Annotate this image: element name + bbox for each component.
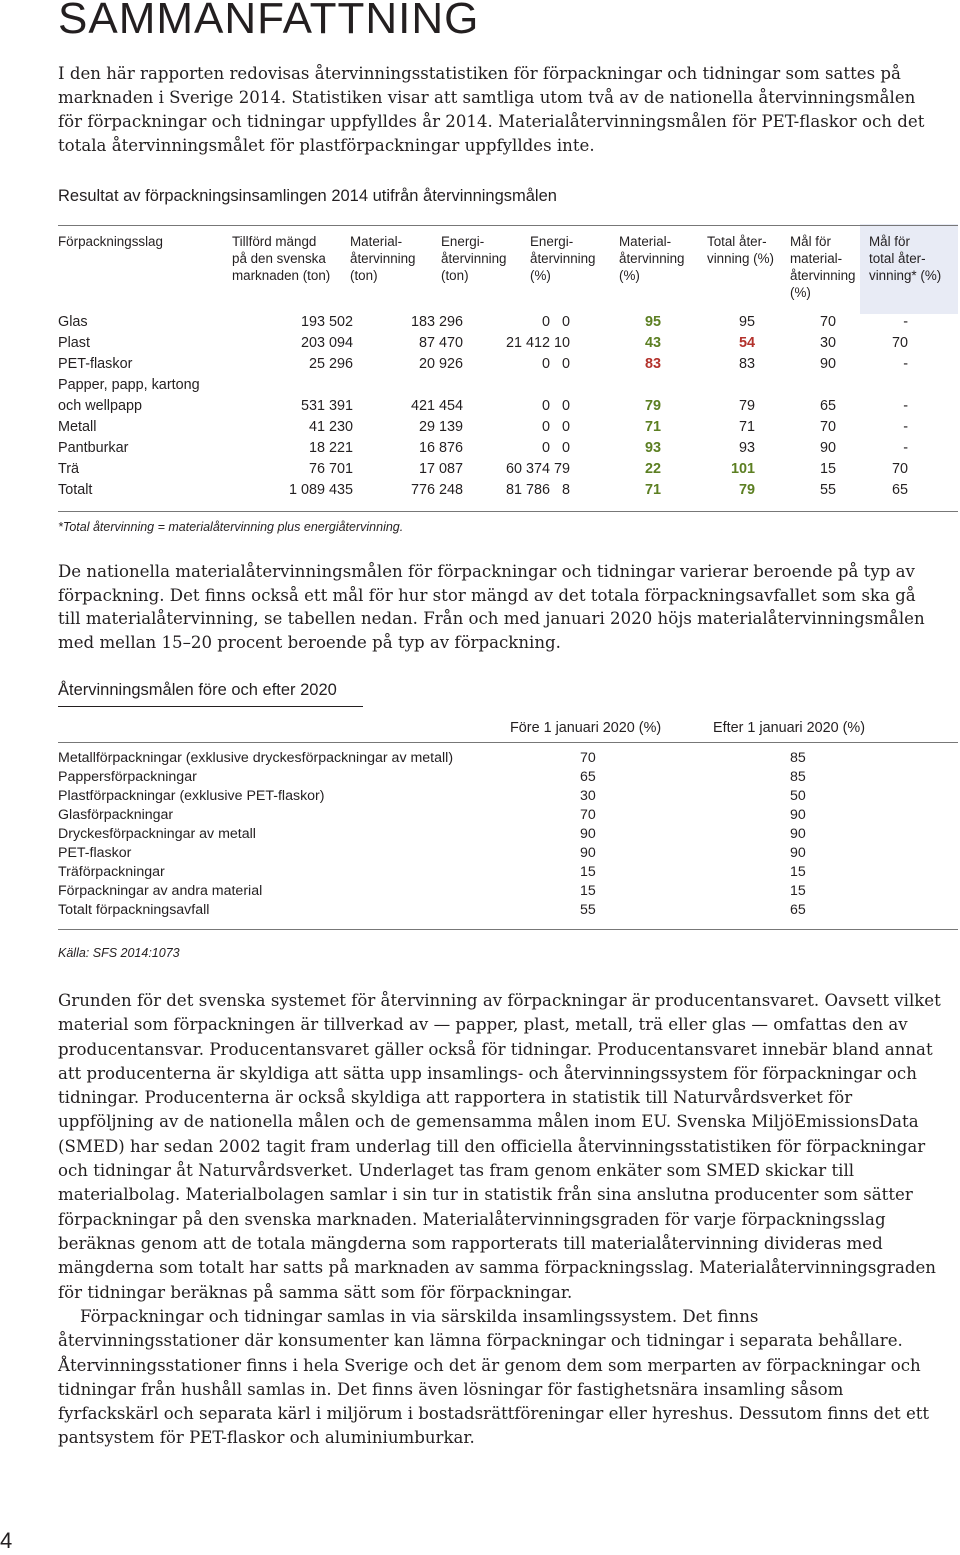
table-cell-mat-ton: 17 087 bbox=[418, 461, 463, 477]
table-cell-supplied: 531 391 bbox=[300, 398, 353, 414]
table-cell-mat-ton: 16 876 bbox=[418, 440, 463, 456]
table-cell-en-pct: 79 bbox=[553, 461, 570, 477]
table-cell-goal-mat: 65 bbox=[819, 398, 836, 414]
table-cell-mat-ton: 421 454 bbox=[410, 398, 463, 414]
table-cell-tot-pct: 101 bbox=[730, 461, 755, 477]
table-cell-supplied: 18 221 bbox=[308, 440, 353, 456]
table-cell-before: 15 bbox=[580, 864, 596, 880]
table-cell-name: Pantburkar bbox=[58, 440, 129, 456]
table-cell-en-pct: 0 bbox=[561, 356, 570, 372]
table-cell-en-pct: 0 bbox=[561, 398, 570, 414]
table1-header-supplied: Tillförd mängd på den svenska marknaden (ton) bbox=[232, 234, 331, 283]
table1-header-en-pct: Energi- återvinning (%) bbox=[530, 234, 596, 283]
mid-paragraph: De nationella materialåtervinningsmålen för förpackningar och tidningar varierar beroende på typ av förpackning. Det finns också ett mål för hur stor mängd av det totala förpackningsavfallet som ska gå till materialåtervinning, se tabellen nedan. Från och med januari 2020 höjs materialåtervinningsmålen med mellan 15–20 procent beroende på typ av förpackning. bbox=[58, 562, 925, 652]
table-cell-en-ton: 60 374 bbox=[505, 461, 550, 477]
table2-header-before: Före 1 januari 2020 (%) bbox=[510, 720, 662, 736]
table-cell-supplied: 193 502 bbox=[300, 314, 353, 330]
table-cell-goal-tot: - bbox=[903, 356, 908, 372]
table-cell-tot-pct: 79 bbox=[738, 398, 755, 414]
table-cell-after: 15 bbox=[790, 864, 806, 880]
table-cell-mat-pct: 93 bbox=[644, 440, 661, 456]
table-cell-mat-pct: 22 bbox=[644, 461, 661, 477]
table-cell-mat-pct: 83 bbox=[644, 356, 661, 372]
table-cell-goal-mat: 70 bbox=[819, 419, 836, 435]
table-cell-goal-tot: 65 bbox=[891, 482, 908, 498]
table-cell-before: 70 bbox=[580, 750, 596, 766]
table-cell-before: 65 bbox=[580, 769, 596, 785]
table2-title: Återvinningsmålen före och efter 2020 bbox=[58, 681, 337, 699]
table1-header-goal-total: Mål för total åter- vinning* (%) bbox=[869, 234, 942, 283]
table-cell-name: Metall bbox=[58, 419, 97, 435]
table-row bbox=[58, 461, 920, 482]
table-cell-mat-ton: 20 926 bbox=[418, 356, 463, 372]
table-cell-name: Metallförpackningar (exklusive dryckesförpackningar av metall) bbox=[58, 750, 454, 766]
table-cell-en-ton: 0 bbox=[541, 419, 550, 435]
table-cell-after: 15 bbox=[790, 883, 806, 899]
table-cell-mat-pct: 95 bbox=[644, 314, 661, 330]
table-cell-goal-mat: 15 bbox=[819, 461, 836, 477]
table-cell-name: Träförpackningar bbox=[58, 864, 165, 880]
table-row bbox=[58, 845, 918, 864]
table-row bbox=[58, 419, 920, 440]
table-cell-en-ton: 0 bbox=[541, 356, 550, 372]
table-cell-tot-pct: 54 bbox=[738, 335, 755, 351]
table-cell-before: 15 bbox=[580, 883, 596, 899]
table-cell-tot-pct: 71 bbox=[738, 419, 755, 435]
table-cell-name: Glas bbox=[58, 314, 88, 330]
table-cell-en-pct: 10 bbox=[553, 335, 570, 351]
table-cell-name: Trä bbox=[58, 461, 80, 477]
table-cell-before: 30 bbox=[580, 788, 596, 804]
table-cell-en-ton: 0 bbox=[541, 314, 550, 330]
intro-paragraph: I den här rapporten redovisas återvinningsstatistiken för förpackningar och tidningar som sattes på marknaden i Sverige 2014. Statistiken visar att samtliga utom två av de nationella återvinningsmålen för förpackningar och tidningar uppfylldes år 2014. Materialåtervinningsmålen för PET-flaskor och det totala återvinningsmålet för plastförpackningar uppfylldes inte. bbox=[58, 64, 925, 155]
table2-top-rule bbox=[58, 742, 958, 743]
table-cell-after: 85 bbox=[790, 750, 806, 766]
table-row bbox=[58, 769, 918, 788]
table2-bottom-rule bbox=[58, 929, 958, 930]
table-row bbox=[58, 826, 918, 845]
table-cell-after: 85 bbox=[790, 769, 806, 785]
table-row bbox=[58, 314, 920, 335]
table-cell-en-pct: 8 bbox=[561, 482, 570, 498]
table2-title-underline bbox=[58, 706, 363, 707]
table-cell-after: 90 bbox=[790, 807, 806, 823]
table-cell-goal-mat: 90 bbox=[819, 440, 836, 456]
table-row bbox=[58, 482, 920, 503]
table-row bbox=[58, 807, 918, 826]
table-cell-goal-mat: 30 bbox=[819, 335, 836, 351]
table-cell-name: och wellpapp bbox=[58, 398, 143, 414]
table-cell-supplied: 25 296 bbox=[308, 356, 353, 372]
table-cell-tot-pct: 83 bbox=[738, 356, 755, 372]
table-cell-before: 90 bbox=[580, 826, 596, 842]
table-cell-goal-tot: - bbox=[903, 419, 908, 435]
table-row bbox=[58, 440, 920, 461]
table-cell-goal-tot: 70 bbox=[891, 335, 908, 351]
table-cell-goal-mat: 70 bbox=[819, 314, 836, 330]
table-cell-mat-ton: 776 248 bbox=[410, 482, 463, 498]
table-cell-en-ton: 0 bbox=[541, 398, 550, 414]
table-row bbox=[58, 902, 918, 921]
table-cell-mat-ton: 183 296 bbox=[410, 314, 463, 330]
table1-footnote: *Total återvinning = materialåtervinning plus energiåtervinning. bbox=[58, 520, 404, 534]
table-cell-mat-ton: 87 470 bbox=[418, 335, 463, 351]
table-cell-after: 90 bbox=[790, 826, 806, 842]
table-cell-before: 90 bbox=[580, 845, 596, 861]
table-cell-goal-tot: - bbox=[903, 398, 908, 414]
table-row bbox=[58, 864, 918, 883]
table1-header-en-ton: Energi- återvinning (ton) bbox=[441, 234, 507, 283]
table-cell-name: Pappersförpackningar bbox=[58, 769, 197, 785]
table-cell-en-ton: 21 412 bbox=[505, 335, 550, 351]
table-cell-name: PET-flaskor bbox=[58, 356, 133, 372]
table-cell-supplied: 203 094 bbox=[300, 335, 353, 351]
table-cell-en-pct: 0 bbox=[561, 419, 570, 435]
table1-header-mat-ton: Material- återvinning (ton) bbox=[350, 234, 416, 283]
body-paragraph-1: Grunden för det svenska systemet för återvinning av förpackningar är producentansvaret. Oavsett vilket material som förpackningen är tillverkad av — papper, plast, metall, trä eller glas — omfattas den av producentansvar. Producentansvaret gäller också för tidningar. Producentansvaret innebär bland annat att producenterna är skyldiga att sätta upp insamlings- och återvinningssystem för förpackningar och tidningar. Producenterna är också skyldiga att rapportera in statistik till Naturvårdsverket för uppföljning av de nationella målen och de gemensamma målen inom EU. Svenska MiljöEmissionsData (SMED) har sedan 2002 tagit fram underlag till den officiella återvinningsstatistiken för förpackningar och tidningar åt Naturvårdsverket. Underlaget tas fram genom enkäter som SMED skickar till materialbolag. Materialbolagen samlar i sin tur in statistik från sina anslutna producenter som sätter förpackningar på den svenska marknaden. Materialåtervinningsgraden för varje förpackningsslag beräknas genom att de totala mängderna som rapporterats till materialåtervinning divideras med mängderna som totalt har satts på marknaden av samma förpackningsslag. Materialåtervinningsgraden för tidningar beräknas på samma sätt som för förpackningar. bbox=[58, 991, 941, 1302]
table-row bbox=[58, 788, 918, 807]
table-cell-en-pct: 0 bbox=[561, 440, 570, 456]
table-cell-supplied: 1 089 435 bbox=[288, 482, 353, 498]
table1-header-goal-mat: Mål för material- återvinning (%) bbox=[790, 234, 856, 300]
table-cell-en-pct: 0 bbox=[561, 314, 570, 330]
table-cell-name: Plast bbox=[58, 335, 90, 351]
table-cell-supplied: 76 701 bbox=[308, 461, 353, 477]
table-cell-name: Dryckesförpackningar av metall bbox=[58, 826, 256, 842]
table1-title: Resultat av förpackningsinsamlingen 2014 utifrån återvinningsmålen bbox=[58, 187, 557, 205]
table-row bbox=[58, 883, 918, 902]
table-cell-tot-pct: 93 bbox=[738, 440, 755, 456]
table-cell-goal-tot: - bbox=[903, 314, 908, 330]
table-cell-name: Totalt förpackningsavfall bbox=[58, 902, 210, 918]
table-cell-name: Papper, papp, kartong bbox=[58, 377, 200, 393]
page-number: 4 bbox=[0, 1528, 13, 1553]
table1-header-type: Förpackningsslag bbox=[58, 234, 163, 249]
table-cell-after: 90 bbox=[790, 845, 806, 861]
table-row bbox=[58, 750, 918, 769]
body-paragraph-2: Förpackningar och tidningar samlas in via särskilda insamlingssystem. Det finns återvinningsstationer där konsumenter kan lämna förpackningar och tidningar i separata behållare. Återvinningsstationer finns i hela Sverige och det är genom dem som merparten av förpackningar och tidningar från hushåll samlas in. Det finns även lösningar för fastighetsnära insamling såsom fyrfackskärl och separata kärl i miljörum i bostadsrättföreningar eller hyreshus. Dessutom finns det ett pantsystem för PET-flaskor och aluminiumburkar. bbox=[58, 1307, 930, 1448]
table-cell-tot-pct: 79 bbox=[738, 482, 755, 498]
page-title: SAMMANFATTNING bbox=[58, 0, 480, 43]
table-cell-name: Plastförpackningar (exklusive PET-flaskor) bbox=[58, 788, 325, 804]
table-cell-name: Totalt bbox=[58, 482, 93, 498]
table-cell-tot-pct: 95 bbox=[738, 314, 755, 330]
table-cell-mat-pct: 79 bbox=[644, 398, 661, 414]
table-cell-supplied: 41 230 bbox=[308, 419, 353, 435]
table1-header-mat-pct: Material- återvinning (%) bbox=[619, 234, 685, 283]
table-cell-after: 65 bbox=[790, 902, 806, 918]
table-cell-goal-tot: 70 bbox=[891, 461, 908, 477]
table-cell-en-ton: 0 bbox=[541, 440, 550, 456]
table-cell-mat-pct: 71 bbox=[644, 482, 661, 498]
table-cell-mat-pct: 71 bbox=[644, 419, 661, 435]
table-row bbox=[58, 356, 920, 377]
table-cell-name: Glasförpackningar bbox=[58, 807, 174, 823]
table-cell-name: PET-flaskor bbox=[58, 845, 132, 861]
table1-header-total-pct: Total åter- vinning (%) bbox=[707, 234, 774, 266]
table-row bbox=[58, 377, 920, 398]
table1-bottom-rule bbox=[58, 511, 958, 512]
table-cell-en-ton: 81 786 bbox=[505, 482, 550, 498]
table-cell-goal-tot: - bbox=[903, 440, 908, 456]
table-cell-before: 55 bbox=[580, 902, 596, 918]
table-cell-mat-pct: 43 bbox=[644, 335, 661, 351]
table2-header-after: Efter 1 januari 2020 (%) bbox=[713, 720, 865, 736]
table-cell-after: 50 bbox=[790, 788, 806, 804]
table-row bbox=[58, 398, 920, 419]
table2-source: Källa: SFS 2014:1073 bbox=[58, 946, 180, 960]
table-row bbox=[58, 335, 920, 356]
table-cell-name: Förpackningar av andra material bbox=[58, 883, 263, 899]
table-cell-goal-mat: 90 bbox=[819, 356, 836, 372]
table-cell-goal-mat: 55 bbox=[819, 482, 836, 498]
table1-top-rule bbox=[58, 225, 958, 226]
table-cell-before: 70 bbox=[580, 807, 596, 823]
table-cell-mat-ton: 29 139 bbox=[418, 419, 463, 435]
